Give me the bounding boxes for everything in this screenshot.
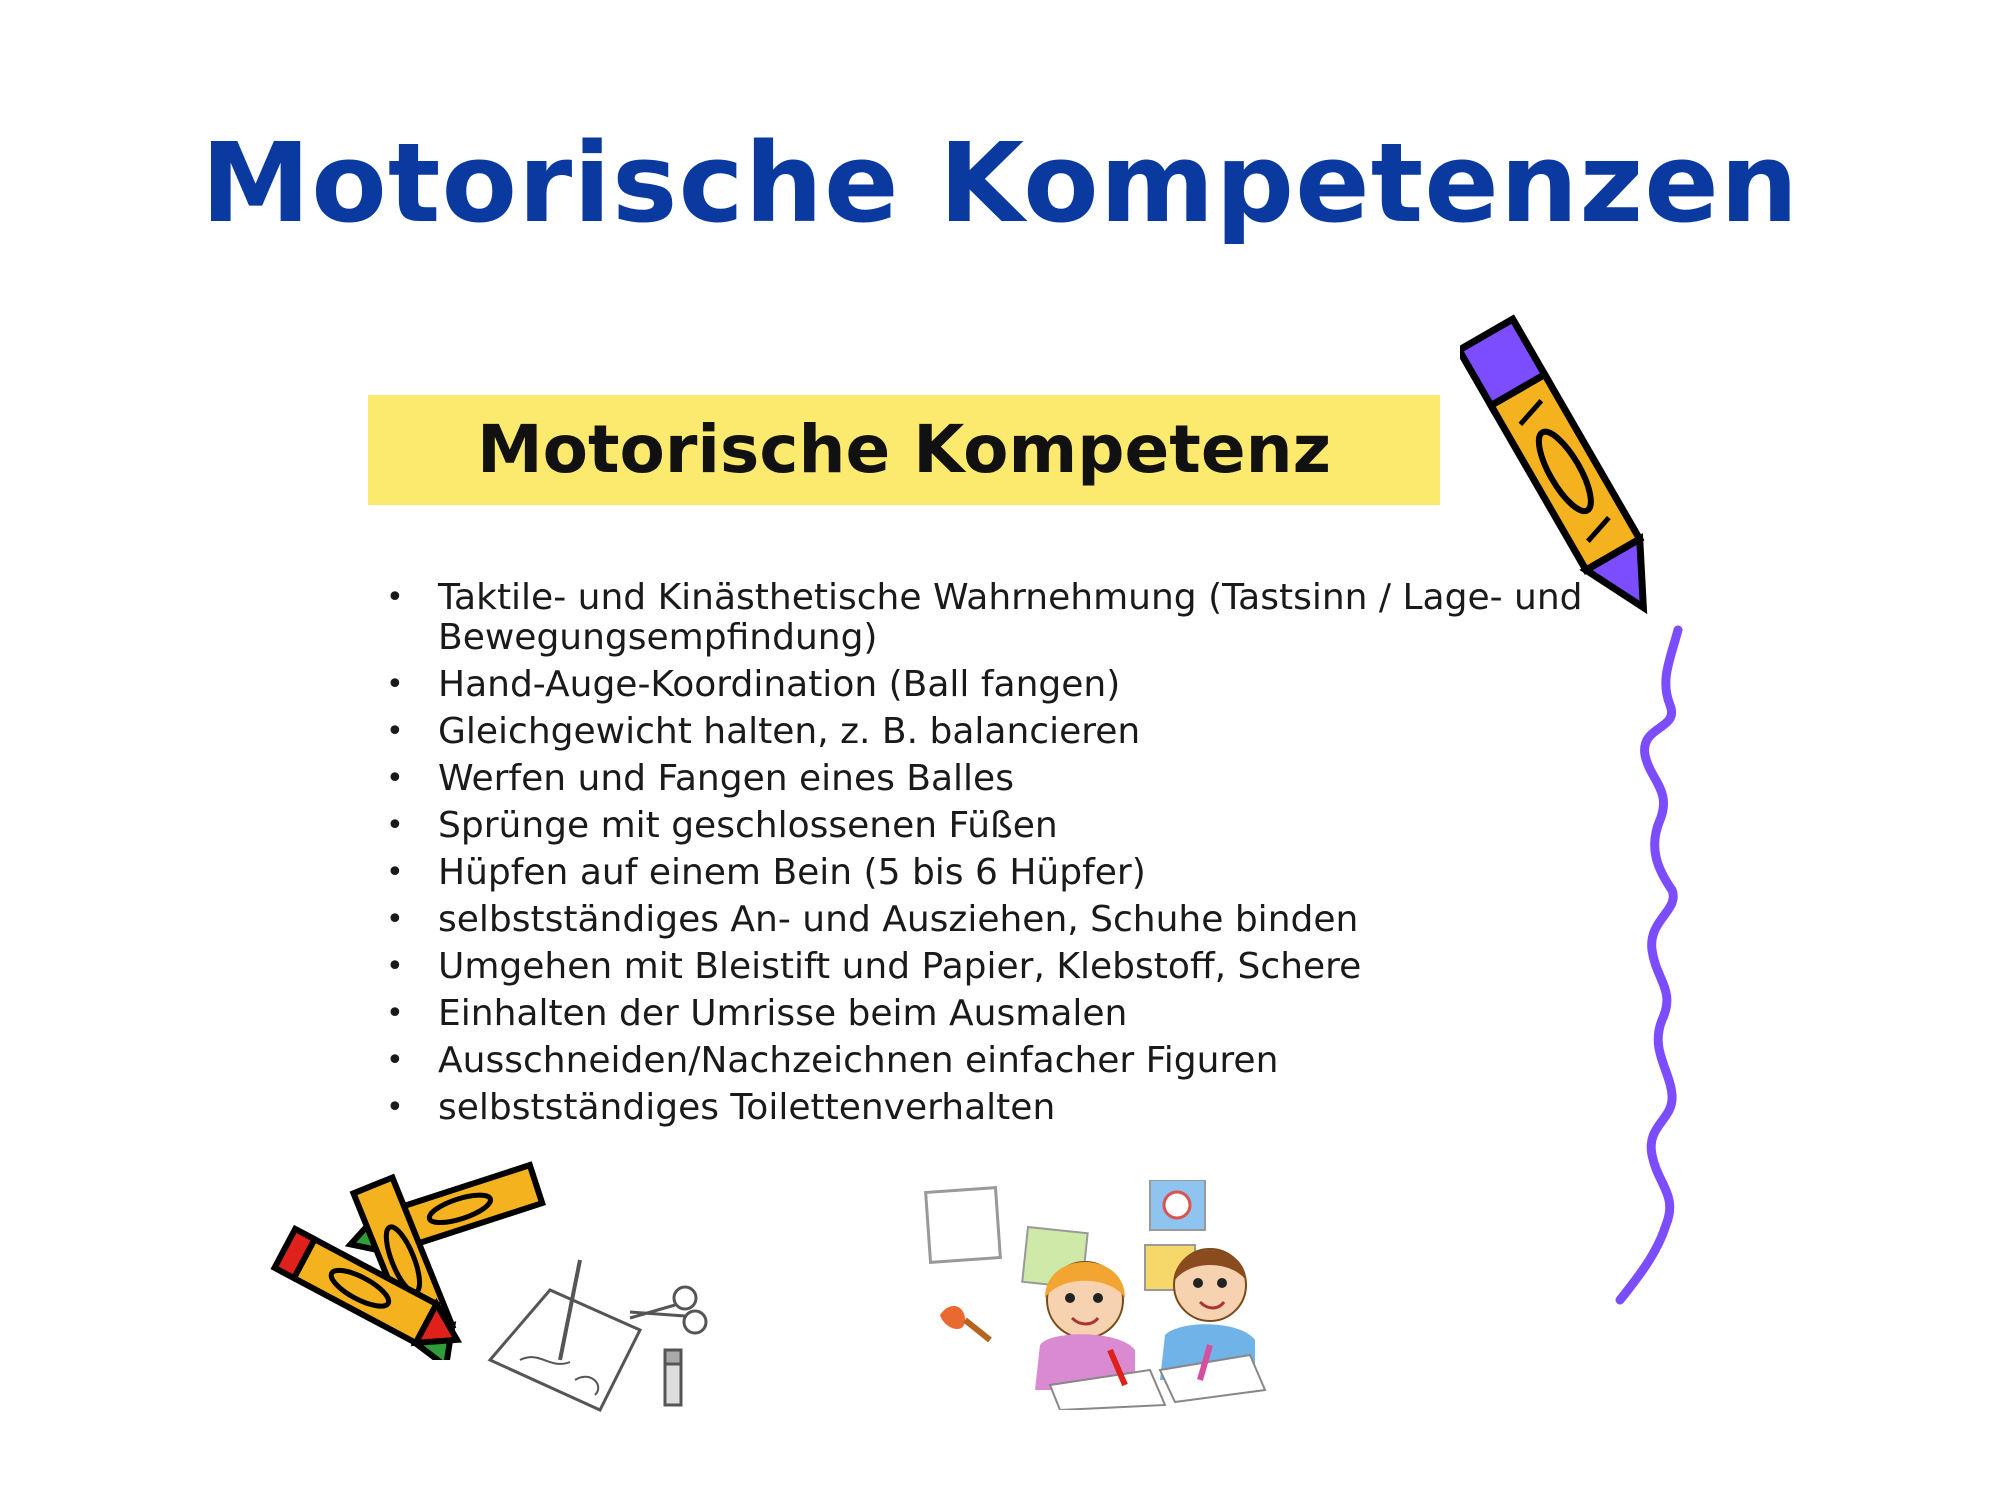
list-item [380, 712, 1590, 752]
section-banner [368, 395, 1440, 505]
list-item-text: Gleichgewicht halten, z. B. balancieren [438, 711, 1141, 752]
bullet-icon: • [386, 580, 404, 615]
children-drawing-illustration [920, 1180, 1300, 1410]
list-item [380, 994, 1590, 1034]
list-item-text: Sprünge mit geschlossenen Füßen [438, 805, 1058, 846]
list-item-text: selbstständiges Toilettenverhalten [438, 1087, 1056, 1128]
bullet-icon: • [386, 1090, 404, 1125]
bullet-icon: • [386, 667, 404, 702]
bullet-icon: • [386, 855, 404, 890]
list-item [380, 947, 1590, 987]
bullet-icon: • [386, 761, 404, 796]
bullet-icon: • [386, 996, 404, 1031]
list-item-text: Hand-Auge-Koordination (Ball fangen) [438, 664, 1121, 705]
bullet-icon: • [386, 1043, 404, 1078]
squiggle-line-icon [1600, 620, 1690, 1310]
bullet-icon: • [386, 808, 404, 843]
competency-list [380, 578, 1590, 1135]
list-item [380, 806, 1590, 846]
list-item [380, 578, 1590, 658]
list-item [380, 1088, 1590, 1128]
list-item [380, 759, 1590, 799]
list-item-text: Ausschneiden/Nachzeichnen einfacher Figuren [438, 1040, 1279, 1081]
crayon-purple-icon [1460, 295, 1680, 640]
banner-title: Motorische Kompetenz [476, 411, 1332, 488]
bullet-icon: • [386, 714, 404, 749]
list-item-text: Umgehen mit Bleistift und Papier, Klebstoff, Schere [438, 946, 1362, 987]
list-item [380, 1041, 1590, 1081]
slide-title: Motorische Kompetenzen [200, 119, 1800, 247]
list-item [380, 665, 1590, 705]
list-item-text: Werfen und Fangen eines Balles [438, 758, 1014, 799]
list-item [380, 900, 1590, 940]
bullet-icon: • [386, 949, 404, 984]
list-item-text: Hüpfen auf einem Bein (5 bis 6 Hüpfer) [438, 852, 1146, 893]
paper-scissors-glue-icon [480, 1250, 720, 1420]
list-item-text: Taktile- und Kinästhetische Wahrnehmung (Tastsinn / Lage- und Bewegungsempfindung) [438, 577, 1583, 658]
list-item-text: Einhalten der Umrisse beim Ausmalen [438, 993, 1128, 1034]
bullet-icon: • [386, 902, 404, 937]
list-item-text: selbstständiges An- und Ausziehen, Schuhe binden [438, 899, 1359, 940]
list-item [380, 853, 1590, 893]
